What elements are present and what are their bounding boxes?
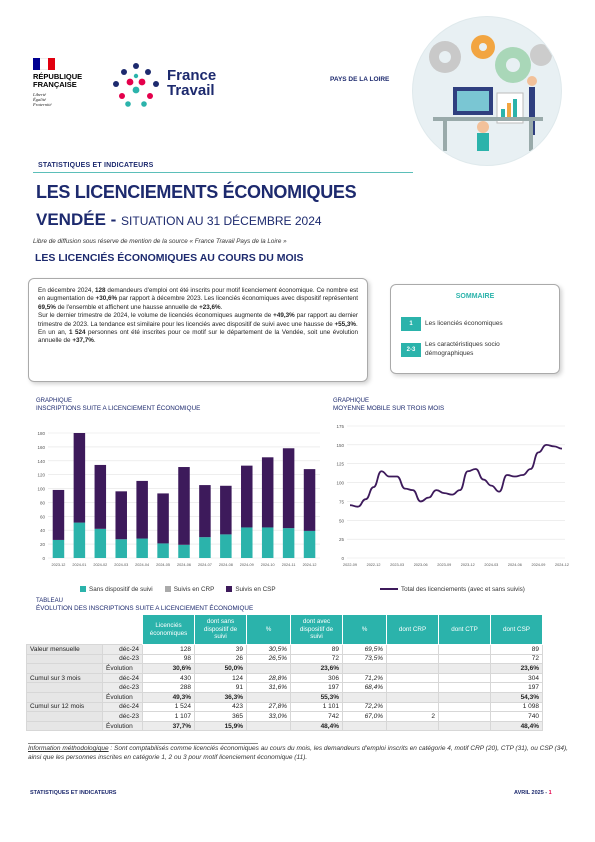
french-flag-icon (33, 58, 55, 70)
table-cell: 27,8% (247, 702, 291, 712)
info-divider (28, 743, 258, 744)
row-group-label: Cumul sur 12 mois (27, 702, 103, 712)
row-group-label (27, 664, 103, 674)
row-sublabel: déc-24 (103, 702, 143, 712)
table-cell: 26 (195, 654, 247, 664)
series-line-total (350, 445, 562, 507)
bar-segment (283, 448, 295, 528)
row-group-label (27, 692, 103, 702)
table-cell (387, 692, 439, 702)
table-row (27, 712, 543, 722)
table-cell: 73,5% (343, 654, 387, 664)
row-sublabel: déc-24 (103, 645, 143, 655)
footer-right: AVRIL 2025 - 1 (514, 790, 552, 796)
table-cell: 89 (291, 645, 343, 655)
table-cell: 33,0% (247, 712, 291, 722)
table-row (27, 664, 543, 674)
x-tick-label: 2023-06 (413, 563, 428, 567)
header-illustration (412, 16, 562, 166)
table-cell: 740 (491, 712, 543, 722)
row-sublabel: déc-24 (103, 673, 143, 683)
x-tick-label: 2024-12 (302, 563, 317, 567)
x-tick-label: 2024-12 (555, 563, 569, 567)
bar-segment (199, 485, 211, 537)
rf-motto: Liberté Égalité Fraternité (33, 92, 52, 107)
table-kicker: TABLEAU (36, 598, 63, 604)
bar-segment (262, 457, 274, 527)
bar-segment (304, 469, 316, 531)
graph1-legend: Sans dispositif de suivi Suivis en CRP Suivis en CSP (80, 586, 276, 593)
bar-segment (74, 433, 86, 523)
sommaire-link-2[interactable]: Les caractéristiques socio démographiques (425, 341, 500, 357)
bar-segment (178, 545, 190, 558)
france-travail-logo-icon (108, 60, 166, 110)
table-cell: 68,4% (343, 683, 387, 693)
y-tick-label: 0 (42, 556, 45, 561)
bar-segment (220, 534, 232, 558)
sommaire-num-1: 1 (401, 317, 421, 331)
bar-segment (115, 539, 127, 558)
table-cell (439, 645, 491, 655)
bar-segment (53, 540, 65, 558)
y-tick-label: 125 (336, 461, 344, 467)
bar-segment (74, 523, 86, 558)
table-cell: 91 (195, 683, 247, 693)
x-tick-label: 2023-03 (390, 563, 405, 567)
table-cell: 304 (491, 673, 543, 683)
row-sublabel: déc-23 (103, 683, 143, 693)
page-subtitle: VENDÉE - SITUATION AU 31 DÉCEMBRE 2024 (36, 210, 322, 229)
table-cell: 39 (195, 645, 247, 655)
table-header: dont sans dispositif de suivi (195, 615, 247, 645)
y-tick-label: 40 (39, 528, 45, 534)
sommaire-num-2: 2-3 (401, 343, 421, 357)
table-cell: 49,3% (143, 692, 195, 702)
table-cell (387, 721, 439, 731)
y-tick-label: 25 (338, 537, 344, 543)
y-tick-label: 140 (37, 458, 45, 464)
y-tick-label: 20 (39, 542, 45, 548)
row-group-label: Valeur mensuelle (27, 645, 103, 655)
stats-table-wrap (26, 614, 543, 731)
x-tick-label: 2024-02 (93, 563, 108, 567)
x-tick-label: 2022-09 (343, 563, 357, 567)
y-tick-label: 100 (37, 486, 45, 492)
table-cell: 72 (491, 654, 543, 664)
divider (33, 172, 413, 173)
table-header: Licenciés économiques (143, 615, 195, 645)
table-header: % (343, 615, 387, 645)
y-tick-label: 80 (39, 500, 45, 506)
table-cell (439, 692, 491, 702)
line-chart (325, 420, 570, 575)
table-cell (439, 673, 491, 683)
x-tick-label: 2024-09 (239, 563, 254, 567)
table-title: ÉVOLUTION DES INSCRIPTIONS SUITE A LICENCIEMENT ÉCONOMIQUE (36, 605, 254, 612)
bar-segment (283, 528, 295, 558)
legend-swatch-crp (165, 586, 171, 592)
table-cell: 31,6% (247, 683, 291, 693)
sommaire-box (390, 284, 560, 374)
table-cell (439, 664, 491, 674)
table-header: % (247, 615, 291, 645)
source-mention: Libre de diffusion sous réserve de mention de la source « France Travail Pays de la Loire » (33, 238, 287, 245)
sommaire-title: SOMMAIRE (455, 293, 495, 300)
table-cell: 15,9% (195, 721, 247, 731)
legend-line-total (380, 588, 398, 590)
bar-segment (115, 491, 127, 539)
footer-left: STATISTIQUES ET INDICATEURS (30, 790, 117, 796)
rf-line2: FRANÇAISE (33, 80, 77, 89)
bar-segment (199, 537, 211, 558)
table-cell: 28,8% (247, 673, 291, 683)
table-cell: 37,7% (143, 721, 195, 731)
x-tick-label: 2024-07 (197, 563, 212, 567)
table-cell: 89 (491, 645, 543, 655)
y-tick-label: 60 (39, 514, 45, 520)
table-cell: 72,2% (343, 702, 387, 712)
row-sublabel: déc-23 (103, 654, 143, 664)
gears-illustration-icon (413, 17, 562, 166)
x-tick-label: 2024-06 (177, 563, 191, 567)
page-title: LES LICENCIEMENTS ÉCONOMIQUES (36, 182, 357, 202)
table-cell (439, 683, 491, 693)
graph2-kicker: GRAPHIQUE (333, 398, 370, 404)
table-cell (387, 702, 439, 712)
table-cell: 430 (143, 673, 195, 683)
x-tick-label: 2024-10 (260, 563, 275, 567)
y-tick-label: 160 (37, 444, 45, 450)
table-row (27, 692, 543, 702)
table-cell: 124 (195, 673, 247, 683)
table-cell: 23,6% (491, 664, 543, 674)
table-cell: 69,5% (343, 645, 387, 655)
bar-segment (53, 490, 65, 540)
table-cell: 128 (143, 645, 195, 655)
table-cell (439, 702, 491, 712)
bar-segment (95, 529, 107, 558)
graph2-title: MOYENNE MOBILE SUR TROIS MOIS (333, 405, 445, 412)
bar-segment (262, 527, 274, 558)
table-cell: 48,4% (491, 721, 543, 731)
stats-table (26, 614, 543, 731)
row-group-label: Cumul sur 3 mois (27, 673, 103, 683)
row-sublabel: déc-23 (103, 712, 143, 722)
table-cell: 71,2% (343, 673, 387, 683)
y-tick-label: 75 (338, 499, 344, 505)
row-group-label (27, 712, 103, 722)
table-cell (247, 721, 291, 731)
graph2-legend: Total des licenciements (avec et sans suivis) (380, 586, 525, 593)
x-tick-label: 2024-11 (281, 563, 296, 567)
table-row (27, 721, 543, 731)
table-cell: 23,6% (291, 664, 343, 674)
table-cell (343, 664, 387, 674)
table-cell: 1 098 (491, 702, 543, 712)
bar-segment (136, 539, 148, 558)
table-cell: 30,5% (247, 645, 291, 655)
table-cell (387, 645, 439, 655)
x-tick-label: 2024-06 (507, 563, 522, 567)
y-tick-label: 0 (341, 556, 344, 561)
table-cell: 98 (143, 654, 195, 664)
row-group-label (27, 654, 103, 664)
table-cell (387, 673, 439, 683)
table-cell: 1 101 (291, 702, 343, 712)
table-cell (387, 664, 439, 674)
table-cell (343, 692, 387, 702)
bar-segment (304, 531, 316, 558)
x-tick-label: 2024-04 (135, 563, 150, 567)
x-tick-label: 2024-08 (218, 563, 233, 567)
x-tick-label: 2023-12 (460, 563, 475, 567)
legend-swatch-sans (80, 586, 86, 592)
table-cell: 26,5% (247, 654, 291, 664)
table-header: dont CSP (491, 615, 543, 645)
table-cell: 1 524 (143, 702, 195, 712)
bar-chart (30, 425, 325, 575)
table-cell: 48,4% (291, 721, 343, 731)
bar-segment (241, 527, 253, 558)
y-tick-label: 120 (37, 472, 45, 478)
table-row (27, 702, 543, 712)
table-cell: 288 (143, 683, 195, 693)
kicker: STATISTIQUES ET INDICATEURS (38, 162, 154, 169)
summary-textbox: En décembre 2024, 128 demandeurs d'emploi ont été inscrits pour motif licenciement économique. Ce nombre est en augmentation de +30,6% par rapport à décembre 2023. Les licenciés économiques avec dispositif représentent 69,5% de l'ensemble et affichent une hausse annuelle de +23,6%. Sur le dernier trimestre de 2024, le volume de licenciés économiques augmente de +49,3% par rapport au dernier trimestre de 2023. La tendance est similaire pour les licenciés avec dispositif de suivi avec une hausse de +55,3%. En un an, 1 524 personnes ont été inscrites pour ce motif sur le département de la Vendée, soit une évolution annuelle de +37,7%. (28, 278, 368, 382)
x-tick-label: 2024-09 (531, 563, 546, 567)
bar-segment (136, 481, 148, 539)
table-cell (387, 654, 439, 664)
region-label: PAYS DE LA LOIRE (330, 76, 390, 83)
table-cell (387, 683, 439, 693)
bar-segment (220, 486, 232, 535)
sommaire-link-1[interactable]: Les licenciés économiques (425, 320, 503, 327)
section-title: LES LICENCIÉS ÉCONOMIQUES AU COURS DU MOIS (35, 252, 304, 264)
table-cell: 1 107 (143, 712, 195, 722)
graph1-title: INSCRIPTIONS SUITE A LICENCIEMENT ÉCONOMIQUE (36, 405, 201, 412)
table-cell: 197 (491, 683, 543, 693)
table-cell (343, 721, 387, 731)
legend-swatch-csp (226, 586, 232, 592)
table-row (27, 683, 543, 693)
row-sublabel: Évolution (103, 664, 143, 674)
table-cell: 36,3% (195, 692, 247, 702)
y-tick-label: 180 (37, 431, 45, 436)
table-cell: 30,6% (143, 664, 195, 674)
table-cell: 55,3% (291, 692, 343, 702)
table-cell: 50,0% (195, 664, 247, 674)
y-tick-label: 150 (336, 442, 344, 448)
x-tick-label: 2023-09 (437, 563, 452, 567)
table-cell: 2 (387, 712, 439, 722)
methodology-note: Information méthodologique : Sont comptabilisés comme licenciés économiques au cours du mois, les demandeurs d'emploi inscrits en catégorie 4, motif CRP (20), CTP (31), ou CSP (34), ainsi que les personnes inscrites en catégorie 1, 2 ou 3 pour motif licenciement économique (11). (28, 745, 568, 761)
bar-segment (241, 466, 253, 528)
y-tick-label: 50 (338, 518, 344, 524)
table-cell (247, 664, 291, 674)
table-cell (439, 654, 491, 664)
republique-francaise-logo (33, 58, 95, 107)
x-tick-label: 2024-03 (114, 563, 129, 567)
row-group-label (27, 683, 103, 693)
bar-segment (157, 493, 169, 543)
table-row (27, 654, 543, 664)
x-tick-label: 2024-03 (484, 563, 499, 567)
x-tick-label: 2023-12 (51, 563, 66, 567)
row-sublabel: Évolution (103, 692, 143, 702)
x-tick-label: 2024-01 (72, 563, 87, 567)
table-header: dont CTP (439, 615, 491, 645)
france-travail-brand: France Travail (167, 67, 217, 99)
table-cell: 67,0% (343, 712, 387, 722)
bar-segment (178, 467, 190, 545)
table-cell: 306 (291, 673, 343, 683)
y-tick-label: 100 (336, 480, 344, 486)
x-tick-label: 2024-05 (156, 563, 171, 567)
row-sublabel: Évolution (103, 721, 143, 731)
table-cell: 197 (291, 683, 343, 693)
x-tick-label: 2022-12 (366, 563, 381, 567)
rf-line1: RÉPUBLIQUE (33, 72, 83, 81)
y-tick-label: 175 (336, 424, 344, 429)
bar-segment (157, 543, 169, 558)
bar-segment (95, 465, 107, 529)
table-cell: 54,3% (491, 692, 543, 702)
table-cell: 365 (195, 712, 247, 722)
table-header: dont CRP (387, 615, 439, 645)
table-cell (247, 692, 291, 702)
graph1-kicker: GRAPHIQUE (36, 398, 73, 404)
table-cell (439, 712, 491, 722)
table-cell: 423 (195, 702, 247, 712)
table-cell (439, 721, 491, 731)
table-cell: 72 (291, 654, 343, 664)
row-group-label (27, 721, 103, 731)
table-header: dont avec dispositif de suivi (291, 615, 343, 645)
table-row (27, 673, 543, 683)
table-cell: 742 (291, 712, 343, 722)
table-row (27, 645, 543, 655)
